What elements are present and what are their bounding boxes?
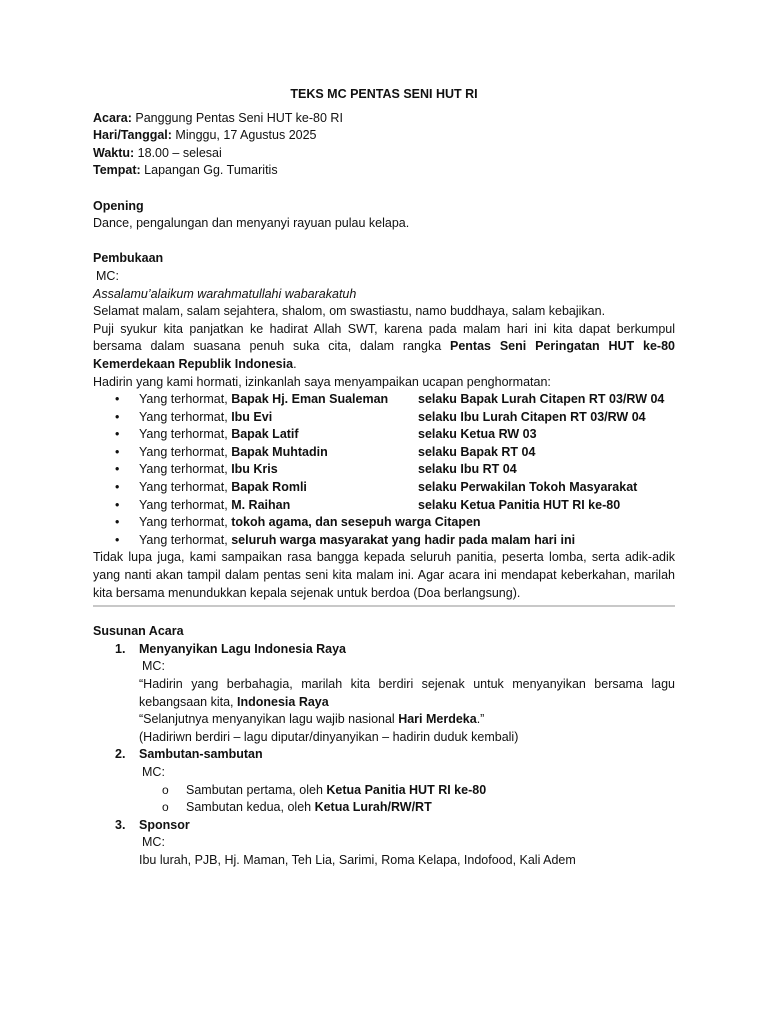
list-item: o Sambutan pertama, oleh Ketua Panitia HUT RI ke-80: [139, 782, 675, 800]
hadirin-text: Hadirin yang kami hormati, izinkanlah saya menyampaikan ucapan penghormatan:: [93, 374, 551, 389]
guest-list: [93, 391, 675, 549]
document-page: [93, 86, 675, 870]
pembukaan-heading: Pembukaan: [93, 251, 164, 266]
list-item: • Yang terhormat, Bapak Muhtadin selaku Bapak RT 04: [93, 444, 675, 462]
pembukaan-mc: MC:: [96, 268, 119, 283]
doc-title: [93, 86, 675, 104]
susunan-list: [93, 641, 675, 870]
list-item: • Yang terhormat, Ibu Kris selaku Ibu RT 04: [93, 461, 675, 479]
list-item: o Sambutan kedua, oleh Ketua Lurah/RW/RT: [139, 799, 675, 817]
salam-text: Selamat malam, salam sejahtera, shalom, om swastiastu, namo buddhaya, salam kebajikan.: [93, 304, 606, 319]
info-waktu: Waktu: 18.00 – selesai: [93, 145, 222, 160]
list-item: • Yang terhormat, Ibu Evi selaku Ibu Lurah Citapen RT 03/RW 04: [93, 409, 675, 427]
susunan-item-2: 2. Sambutan-sambutan MC: o Sambutan pertama, oleh Ketua Panitia HUT RI ke-80 o Sambutan kedua, oleh Ketua Lurah/RW/RT: [93, 746, 675, 816]
susunan-item-3: 3. Sponsor MC: Ibu lurah, PJB, Hj. Maman, Teh Lia, Sarimi, Roma Kelapa, Indofood, Kali Adem: [115, 817, 576, 867]
sambutan-list: [139, 782, 675, 817]
info-hari-tanggal: Hari/Tanggal: Minggu, 17 Agustus 2025: [93, 128, 317, 143]
list-item: • Yang terhormat, seluruh warga masyarakat yang hadir pada malam hari ini: [93, 532, 675, 550]
syukur-paragraph: Puji syukur kita panjatkan ke hadirat Allah SWT, karena pada malam hari ini kita dapat berkumpul bersama dalam suasana penuh suka cita, dalam rangka Pentas Seni Peringatan HUT ke-80 Kemerdekaan Republik Indonesia.: [93, 321, 675, 371]
susunan-heading: Susunan Acara: [93, 624, 184, 639]
info-acara: Acara: Panggung Pentas Seni HUT ke-80 RI: [93, 110, 343, 125]
salam-italic: Assalamu’alaikum warahmatullahi wabarakatuh: [93, 286, 357, 301]
list-item: • Yang terhormat, M. Raihan selaku Ketua Panitia HUT RI ke-80: [93, 497, 675, 515]
list-item: • Yang terhormat, Bapak Romli selaku Perwakilan Tokoh Masyarakat: [93, 479, 675, 497]
list-item: • Yang terhormat, Bapak Latif selaku Ketua RW 03: [93, 426, 675, 444]
info-tempat: Tempat: Lapangan Gg. Tumaritis: [93, 163, 278, 178]
list-item: • Yang terhormat, tokoh agama, dan sesepuh warga Citapen: [93, 514, 675, 532]
closing-paragraph: Tidak lupa juga, kami sampaikan rasa bangga kepada seluruh panitia, peserta lomba, serta adik-adik yang nanti akan tampil dalam pentas seni kita malam ini. Agar acara ini mendapat keberkahan, marilah kita bersama menundukkan kepala sejenak untuk berdoa (Doa berlangsung).: [93, 550, 675, 600]
horizontal-divider: [93, 605, 675, 607]
doc-title-text: TEKS MC PENTAS SENI HUT RI: [290, 87, 478, 101]
opening-heading: Opening: [93, 198, 144, 213]
list-item: • Yang terhormat, Bapak Hj. Eman Sualeman selaku Bapak Lurah Citapen RT 03/RW 04: [93, 391, 675, 409]
susunan-item-1: 1. Menyanyikan Lagu Indonesia Raya MC: “Hadirin yang berbahagia, marilah kita berdiri sejenak untuk menyanyikan bersama lagu kebangsaan kita, Indonesia Raya “Selanjutnya menyanyikan lagu wajib nasional Hari Merdeka.” (Hadiriwn berdiri – lagu diputar/dinyanyikan – hadirin duduk kembali): [115, 641, 675, 744]
opening-text: Dance, pengalungan dan menyanyi rayuan pulau kelapa.: [93, 216, 410, 231]
